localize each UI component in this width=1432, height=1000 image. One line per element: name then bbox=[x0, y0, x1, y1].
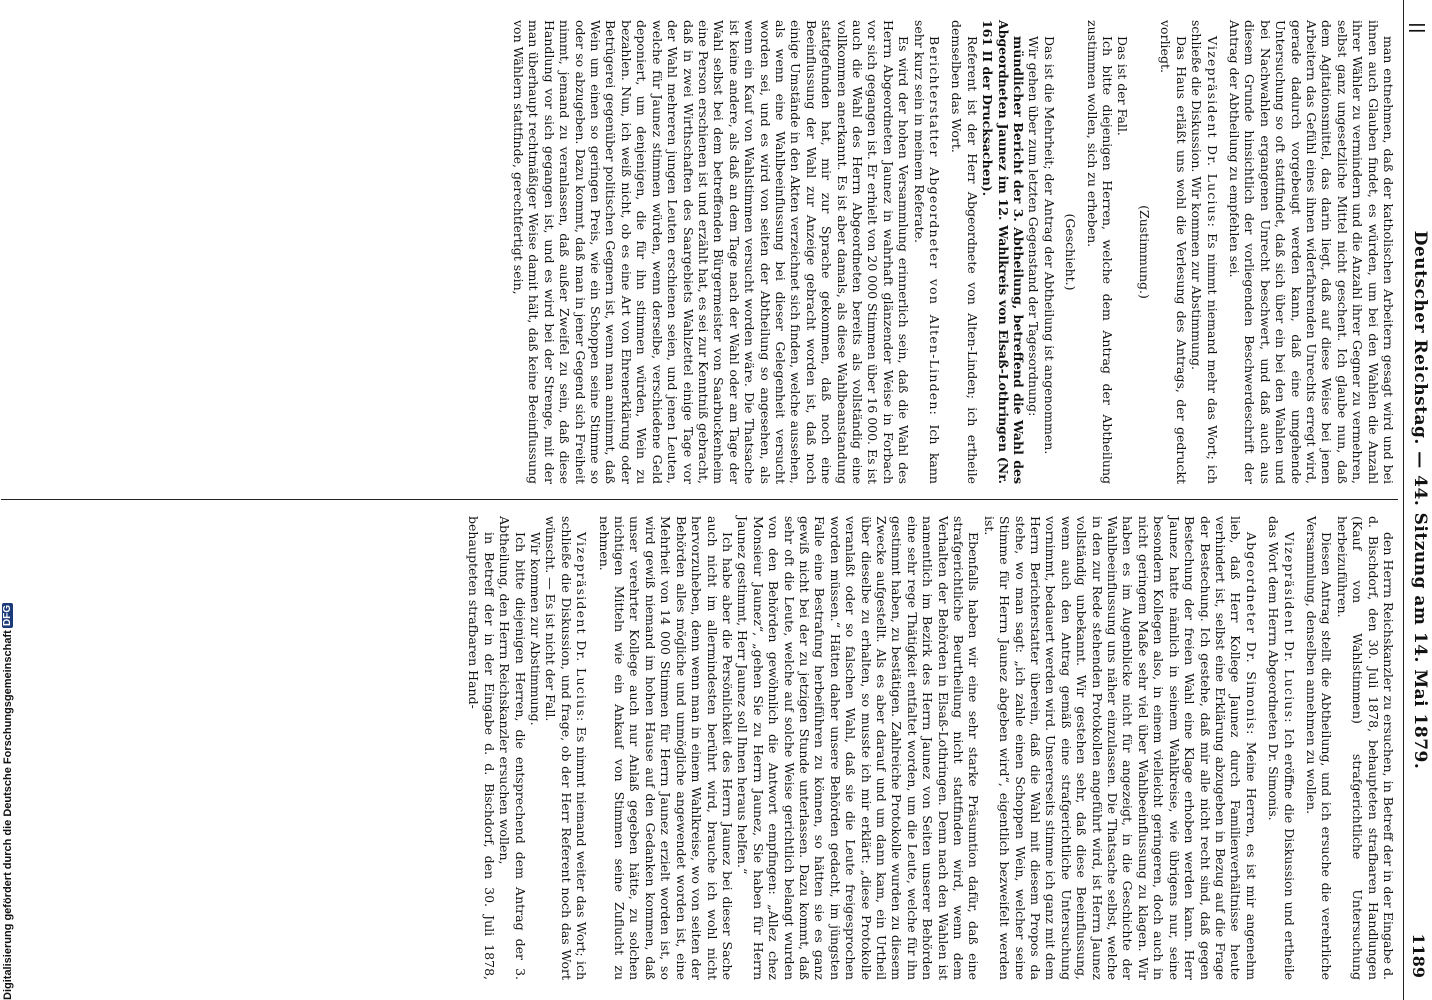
speaker-name: Vizepräsident Dr. Lucius: bbox=[1204, 36, 1220, 228]
paragraph: Ich habe aber die Persönlichkeit des Herrn Jaunez bei dieser Sache auch nicht im allermindesten berührt wird, brauche ich wohl nicht hervorzuheben, denn wenn man in einem Wahlkreise, wo von seiten der Behörden alles mögliche und unmögliche angewendet worden ist, eine Mehrheit von 14 000 Stimmen für Herrn Jaunez erzielt worden ist, so wird gewiß niemand im hohen Hause auf den Gedanken kommen, daß unser verehrter Kollege auch nur Anlaß gegeben hätte, zu solchen nichtigen Mitteln wie ein Ankauf von Stimmen seine Zuflucht zu nehmen. bbox=[596, 516, 735, 980]
paragraph-gap bbox=[1259, 516, 1266, 980]
agenda-item: mündlicher Bericht der 3. Abtheilung, betreffend die Wahl des Abgeordneten Jaunez im 12. Wahlkreis von Elsaß-Lothringen (Nr. 161 II der Drucksachen). bbox=[980, 20, 1027, 484]
paragraph: Das ist die Mehrheit; der Antrag der Abtheilung ist angenommen. bbox=[1041, 36, 1057, 455]
paragraph: man entnehmen, daß der katholischen Arbeitern gesagt wird und bei ihnen auch Glauben findet, es würden, um bei den Wahlen die Anzahl ihrer Wähler zu vermindern und die Anzahl ihrer Gegner zu vermehren, selbst ganz ungesetzliche Mittel nicht geschent. Ich glaube nun, daß dem Agitationsmittel, das darin liegt, daß auf diese Weise bei jenen Arbeitern das Gefühl eines ihnen widerfahrenden Unrechts erregt wird, gerade dadurch vorgebeugt werden kann, daß eine umgehende Untersuchung so oft stattfindet, daß sich über ein bei den Wahlen und bei Nachwahlen ergangenen Unrecht beschwert, und daß auch aus diesem Grunde hinsichtlich der vorliegenden Beschwerdeschrift der Antrag der Abtheilung zu empfehlen sei. bbox=[1226, 20, 1396, 484]
paragraph: den Herrn Reichskanzler zu ersuchen, in Betreff der in der Eingabe d. d. Bischdorf, den 30. Juli 1878, behaupteten strafbaren Handlungen (Kauf von Wahlstimmen) strafgerichtliche Untersuchung herbeizuführen. bbox=[1334, 516, 1396, 980]
speech-paragraph bbox=[1266, 516, 1297, 980]
paragraph: Ich bitte diejenigen Herren, welche dem Antrag der Abtheilung zustimmen wollen, sich zu erheben. bbox=[1084, 20, 1116, 484]
speaker-name: Abgeordneter Dr. Simonis: bbox=[1243, 532, 1259, 736]
paragraph: Das ist der Fall. bbox=[1115, 36, 1131, 136]
speech-paragraph bbox=[1189, 20, 1220, 484]
header-title: Deutscher Reichstag. — 44. Sitzung am 14. Mai 1879. bbox=[1410, 230, 1430, 770]
paragraph-gap bbox=[942, 20, 949, 484]
paragraph-gap bbox=[589, 516, 596, 980]
speech-paragraph bbox=[981, 516, 1258, 980]
speaker-name: Vizepräsident Dr. Lucius: bbox=[1281, 532, 1297, 724]
paragraph: Es wird der hohen Versammlung erinnerlich sein, daß die Wahl des Herrn Abgeordneten Jaunez in wahrhaft glänzender Weise in Forbach vor sich gegangen ist. Er erhielt von 20 000 Stimmen über 16 000. Es ist auch die Wahl des Herrn Abgeordneten bereits als vollständig eine vollkommen anerkannt. Es ist aber damals, als diese Wahlbeanstandung stattgefunden hat, mir zur Sprache gekommen, daß noch eine Beeinflussung der Wahl zur Anzeige gebracht worden ist, daß noch einige Umstände in den Akten verzeichnet sich finden, welche aussehen, als wenn eine Wahlbeeinflussung bei dieser Gelegenheit versucht worden sei, und es wird von seiten der Abtheilung so angesehen, als wenn ein Kauf von Wahlstimmen versucht worden wäre. Die Thatsache ist keine andere, als daß an dem Tage nach der Wahl oder am Tage der Wahl selbst bei dem betreffenden Bürgermeister von Saarbuckenheim eine Person erschienen ist und erzählt hat, es sei zur Kenntniß gebracht, daß in zwei Wirthschaften des Saargebiets Wahlzettel einige Tage vor der Wahl mehreren jungen Leuten erschienen seien, und jenen Leuten, welche für Jaunez stimmen würden, wenn derselbe, verschiedene Geld deponiert, um denjenigen, die für ihn stimmen würden, Wein zu bezahlen. Nun, ich weiß nicht, ob es eine Art von Ehrenerklärung oder Betrügerei gegenüber politischen Gegnern ist, wenn man annimmt, daß Wein um einen so geringen Preis, wie ein Schoppen seine Stimme so oder so abzugeben. Dazu kommt, daß man in jener Gegend sich Freiheit nimmt, jemand zu veranlassen, daß außer Zweifel zu sein, daß diese Handlung vor sich gegangen ist, und es wird bei der Strenge, mit der man überhaupt rechtmäßiger Weise damit hält, daß keine Beeinflussung von Wählern stattfinde, gerechtfertigt sein, bbox=[511, 20, 912, 484]
paragraph: Ebenfalls haben wir eine sehr starke Präsumtion dafür, daß eine strafgerichtliche Beurtheilung nicht stattfinden wird, wenn dem Verhalten der Behörden in Elsaß-Lothringen. Denn nach den Wahlen ist namentlich im Bezirk des Herrn Jaunez von Seiten unserer Behörden eine sehr rege Thätigkeit entfaltet worden, um die Leute, welche für ihn gestimmt haben, zu bestätigen. Zahlreiche Protokolle wurden zu diesem Zwecke aufgestellt. Als es aber darauf und um dann kam, ein Urtheil über dieselbe zu erhalten, so musste ich mir erklärt: „diese Protokolle veranlaßt oder so falschen Wahl, daß sie die Leute freigesprochen worden müssen.“ Hätten daher unsere Behörden gedacht, im jüngsten Falle eine Bestrafung herbeiführen zu können, so hätten sie es ganz gewiß nicht bei der zu jetzigen Stunde unterlassen. Dazu kommt, daß sehr oft die Leute, welche auf solche Weise gerichtlich belangt wurden von den Behörden gewöhnlich die Antwort empfingen: „Allez chez Monsieur Jaunez“, „gehen Sie zu Herrn Jaunez, Sie haben für Herrn Jaunez gestimmt, Herr Jaunez soll Ihnen heraus helfen.“ bbox=[735, 516, 982, 980]
paragraph: Ich bitte diejenigen Herren, die entsprechend dem Antrag der 3. Abtheilung, den Herrn Reichskanzler ersuchen wollen, bbox=[497, 516, 528, 980]
attribution-text: Digitalisierung gefördert durch die Deutsche Forschungsgemeinschaft bbox=[2, 630, 14, 1000]
left-column bbox=[511, 20, 1396, 484]
stage-direction: (Zustimmung.) bbox=[1136, 205, 1152, 299]
attribution-strip bbox=[2, 604, 20, 1000]
page-header bbox=[1403, 0, 1432, 1000]
header-left-mark: || bbox=[1409, 22, 1428, 34]
right-column bbox=[466, 516, 1396, 980]
page-number: 1189 bbox=[1409, 933, 1428, 978]
speech-text: Meine Herren, es ist mir angenehm lieb, daß Herr Kollege Jaunez durch Familienverhältnisse heute verhindert ist, selbst eine Erklärung abzugeben in Bezug auf die Frage der Bestechung. Ich gestehe, daß mir alle nicht recht sind, daß gegen Bestechung der freien Wahl eine Klage erhoben werden kann. Herr Jaunez hatte nämlich in seinem Wahlkreise, wie übrigens nur, seine besondern Kollegen also, in einem vielleicht geringeren, doch auch in nicht geringem Maße sehr viel über Wahlbeeinflussung zu klagen. Wir haben es im Augenblicke nicht für angezeigt, in die Geschichte der Wahlbeeinflussung uns näher einzulassen. Die Thatsache selbst, welche in den zur Rede stehenden Protokollen angeführt wird, ist Herrn Jaunez vollständig unbekannt. Wir gestehen sehr, daß diese Beeinflussung, wenn auch den Antrag gemäß eine strafgerichtliche Untersuchung vornimmt, bedauert werden wird. Unsererseits stimme ich ganz mit dem Herrn Berichterstatter überein, daß die Wahl mit diesem Propos da stehe, wo man sagt: „ich zahle einen Schoppen Wein, welcher seine Stimme für Herrn Jaunez abgeben wird“, eigentlich bezweifelt werden ist. bbox=[981, 516, 1259, 980]
speech-paragraph bbox=[911, 20, 942, 484]
paragraph: Wir kommen zur Abstimmung. bbox=[528, 532, 544, 726]
speaker-name: Vizepräsident Dr. Lucius: bbox=[574, 532, 590, 723]
paragraph-gap bbox=[1220, 20, 1227, 484]
speech-text: Es nimmt niemand mehr das Wort; ich schließe die Diskussion. Wir kommen zur Abstimmung. bbox=[1189, 20, 1220, 484]
speech-paragraph bbox=[543, 516, 589, 980]
speaker-name: Berichterstatter Abgeordneter von Alten-Linden: bbox=[927, 36, 943, 417]
stage-direction: (Geschieht.) bbox=[1063, 213, 1079, 291]
column-divider bbox=[1, 499, 1398, 500]
dfg-logo: DFG bbox=[2, 604, 13, 626]
speech-text: Ich eröffne die Diskussion und ertheile das Wort dem Herrn Abgeordneten Dr. Simonis. bbox=[1266, 516, 1297, 980]
speech-text: Es nimmt niemand weiter das Wort; ich schließe die Diskussion, und frage, ob der Herr Referent noch das Wort wünscht. — Es ist nicht der Fall. bbox=[543, 516, 590, 980]
paragraph: in Betreff der in der Eingabe d. d. Bischdorf, den 30. Juli 1878, behaupteten strafbaren Hand- bbox=[466, 516, 497, 980]
speech-text: Ich kann sehr kurz sein in meinem Referate. bbox=[911, 20, 943, 484]
paragraph-gap bbox=[1297, 516, 1304, 980]
paragraph: Diesen Antrag stellt die Abtheilung, und ich ersuche die verehrliche Versammlung, denselben annehmen zu wollen. bbox=[1303, 516, 1335, 980]
paragraph: Wir gehen über zum letzten Gegenstand der Tagesordnung: bbox=[1026, 36, 1042, 417]
paragraph: Das Haus erläßt uns wohl die Verlesung des Antrags, der gedruckt vorliegt. bbox=[1158, 20, 1189, 484]
paragraph: Referent ist der Herr Abgeordnete von Alten-Linden; ich ertheile demselben das Wort. bbox=[949, 20, 980, 484]
